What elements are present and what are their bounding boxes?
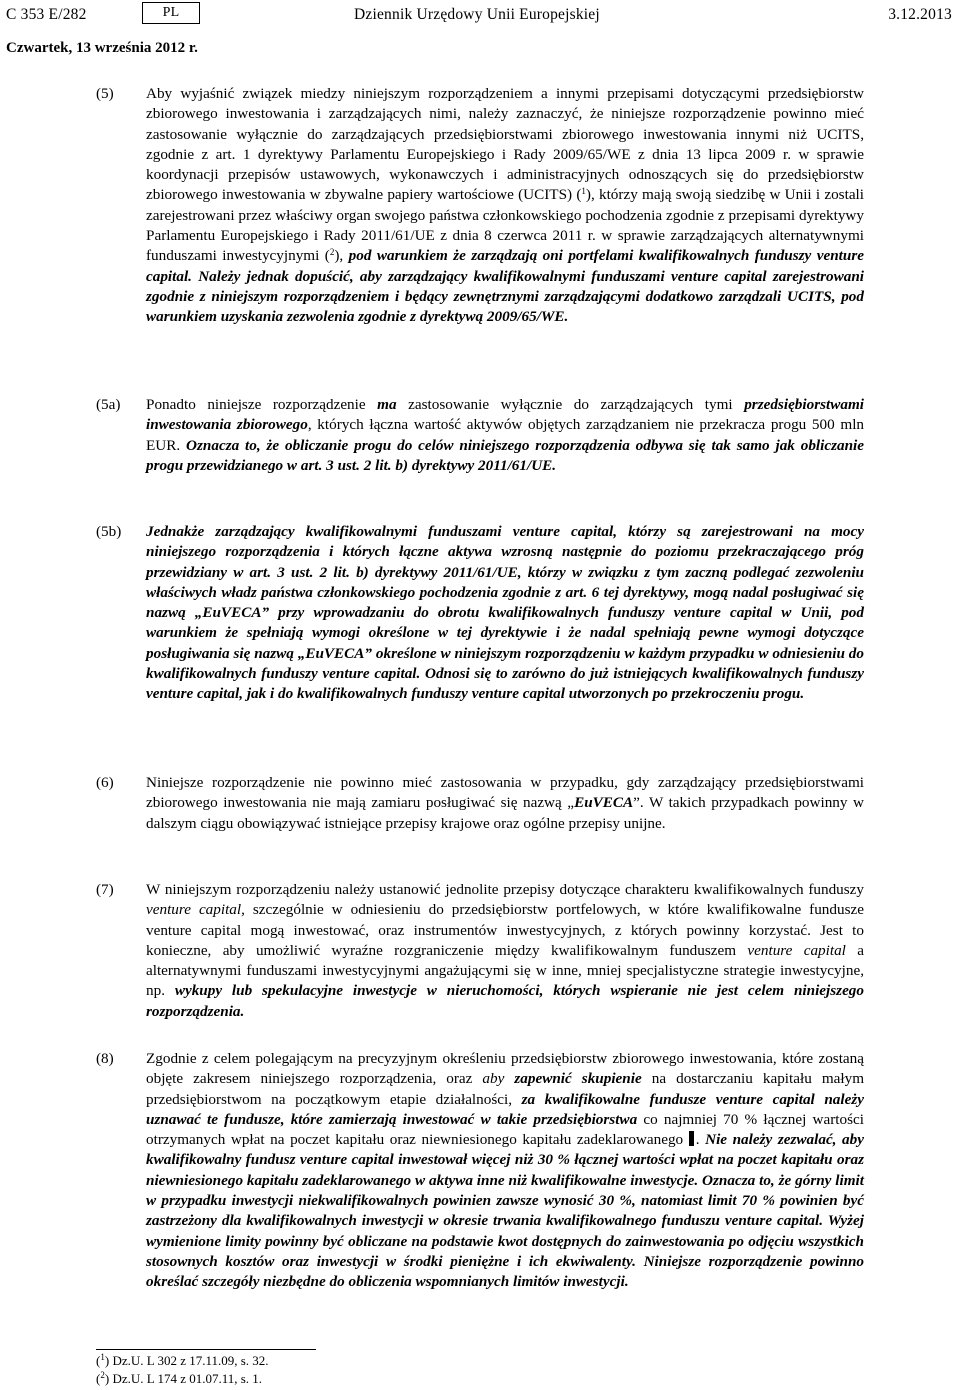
recital-text (146, 395, 864, 476)
amendment-marker (689, 1131, 694, 1146)
recital-number: (5b) (96, 523, 122, 540)
footnote-mark: 1 (100, 1352, 105, 1362)
session-dateline: Czwartek, 13 września 2012 r. (6, 40, 198, 56)
recital-7 (96, 880, 864, 1022)
recital-number: (8) (96, 1050, 114, 1067)
text-run: , szczególnie w odniesieniu do przedsiębiorstw portfelowych, w które kwalifikowalne fundusze venture capital mogą inwestować, oraz instrumentów inwestycyjnych, z których powinny korzystać. Jest to konieczne, aby umożliwić wyraźne rozgraniczenie między kwalifikowalnym funduszem (146, 901, 864, 959)
text-run: , których łączna wartość aktywów objętych zarządzaniem nie przekracza progu 500 mln EUR. (146, 416, 865, 454)
amended-text: wykupy lub spekulacyjne inwestycje w nieruchomości, których wspieranie nie jest celem niniejszego rozporządzenia. (146, 982, 864, 1020)
text-run: Aby wyjaśnić związek miedzy niniejszym rozporządzeniem a innymi przepisami dotyczącymi przedsiębiorstw zbiorowego inwestowania i zarządzających nimi, należy zaznaczyć, że niniejsze rozporządzenie powinno mieć zastosowanie wyłącznie do zarządzających przedsiębiorstwami zbiorowego inwestowania innymi niż UCITS, zgodnie z art. 1 dyrektywy Parlamentu Europejskiego i Rady 2009/65/WE z dnia 13 lipca 2009 r. w sprawie koordynacji przepisów ustawowych, wykonawczych i administracyjnych odnoszących się do przedsiębiorstw zbiorowego inwestowania w zbywalne papiery wartościowe (UCITS) ( (146, 85, 864, 204)
amended-text: Jednakże zarządzający kwalifikowalnymi funduszami venture capital, którzy są zarejestrowani na mocy niniejszego rozporządzenia i których łączne aktywa wzrosną następnie do poziomu przekraczającego próg przewidziany w art. 3 ust. 2 lit. b) dyrektywy 2011/61/UE, którzy w związku z tym zaczną podlegać zezwoleniu właściwych władz państwa członkowskiego pochodzenia zgodnie z art. 6 tej dyrektywy, mogą nadal posługiwać się nazwą „EuVECA” przy wprowadzaniu do obrotu kwalifikowalnych funduszy venture capital w Unii, pod warunkiem że spełniają wymogi określone w tej dyrektywie i że nadal spełniają pewne wymogi dotyczące posługiwania się nazwą „EuVECA” określone w niniejszym rozporządzeniu w każdym przypadku w odniesieniu do kwalifikowalnych funduszy venture capital. Odnosi się to zarówno do już istniejących kwalifikowalnych funduszy venture capital, jak i do kwalifikowalnych funduszy venture capital utworzonych po przekroczeniu progu. (146, 523, 864, 703)
amended-text: ma (377, 396, 397, 413)
recital-6 (96, 773, 864, 834)
text-run: a alternatywnymi funduszami inwestycyjnymi angażującymi się w inne, mniej specjalistyczne strategie inwestycyjne, np. (146, 941, 864, 1000)
text-run: . (695, 1131, 706, 1149)
text-run: Ponadto niniejsze rozporządzenie (146, 396, 378, 413)
text-run: ), którzy mają swoją siedzibę w Unii i zostali zarejestrowani przez właściwy organ swojego państwa członkowskiego pochodzenia zgodnie z przepisami dyrektywy Parlamentu Europejskiego i Rady 2011/61/UE z dnia 8 czerwca 2011 r. w sprawie zarządzających alternatywnymi funduszami inwestycyjnymi ( (146, 186, 864, 265)
amended-text: venture capital (146, 901, 242, 919)
text-run (504, 1070, 514, 1087)
text-run: ), (334, 247, 349, 265)
amended-text: EuVECA (574, 794, 634, 812)
amended-text: zapewnić skupienie (514, 1070, 642, 1088)
amended-text: przedsiębiorstwami inwestowania zbiorowego (146, 396, 865, 434)
recital-5 (96, 84, 864, 328)
recital-text (146, 1049, 864, 1293)
recital-5b (96, 522, 864, 705)
text-run: co najmniej 70 % łącznej wartości otrzymanych wpłat na poczet kapitału oraz niewniesionego kapitału zadeklarowanego (146, 1110, 864, 1149)
publication-date: 3.12.2013 (888, 6, 952, 23)
text-run: ”. W takich przypadkach powinny w dalszym ciągu obowiązywać istniejące przepisy krajowe oraz ogólne przepisy unijne. (146, 794, 864, 832)
recital-text (146, 84, 864, 328)
page-header (6, 2, 952, 28)
footnote-text: Dz.U. L 174 z 01.07.11, s. 1. (112, 1371, 263, 1386)
footnotes (96, 1352, 269, 1388)
recital-8 (96, 1049, 864, 1293)
recital-text (146, 773, 864, 834)
footnote-reference: 1 (581, 186, 586, 197)
recital-5a (96, 395, 864, 476)
amended-text: Oznacza to, że obliczanie progu do celów niniejszego rozporządzenia odbywa się tak samo jak obliczanie progu przewidzianego w art. 3 ust. 2 lit. b) dyrektywy 2011/61/UE. (146, 436, 865, 474)
text-run: zastosowanie wyłącznie do zarządzających tymi (396, 396, 745, 413)
recital-number: (6) (96, 774, 114, 791)
footnote-text: Dz.U. L 302 z 17.11.09, s. 32. (112, 1353, 269, 1368)
text-run: Zgodnie z celem polegającym na precyzyjnym określeniu przedsiębiorstw zbiorowego inwestowania, które zostaną objęte zakresem niniejszego rozporządzenia, oraz (146, 1050, 864, 1088)
amended-text: aby (482, 1070, 505, 1088)
recital-number: (5a) (96, 396, 121, 413)
amended-text: pod warunkiem że zarządzają oni portfelami kwalifikowalnych funduszy venture capital. Należy jednak dopuścić, aby zarządzający kwalifikowalnymi funduszami venture capital zarejestrowani zgodnie z niniejszym rozporządzeniem i będący zewnętrznymi zarządzającymi dodatkowo zarządzali UCITS, pod warunkiem uzyskania zezwolenia zgodnie z dyrektywą 2009/65/WE. (146, 247, 864, 326)
recital-text (146, 880, 864, 1022)
footnote-divider (96, 1349, 316, 1350)
footnote-2: ($^2$) Dz.U. L 174 z 01.07.11, s. 1. (96, 1370, 263, 1386)
amended-text: za kwalifikowalne fundusze venture capital należy uznawać te fundusze, które zamierzają inwestować w takie przedsiębiorstwa (146, 1090, 864, 1128)
recital-number: (5) (96, 85, 114, 102)
language-badge: PL (142, 2, 200, 24)
amended-text: venture capital (747, 941, 846, 959)
footnote-reference: 2 (329, 247, 335, 258)
footnote-mark: 2 (100, 1370, 105, 1380)
footnote-1: ($^1$) Dz.U. L 302 z 17.11.09, s. 32. (96, 1352, 269, 1368)
journal-reference: C 353 E/282 (6, 6, 87, 23)
recital-number: (7) (96, 881, 114, 898)
text-run: W niniejszym rozporządzeniu należy ustanowić jednolite przepisy dotyczące charakteru kwalifikowalnych funduszy (146, 881, 864, 898)
text-run: Niniejsze rozporządzenie nie powinno mieć zastosowania w przypadku, gdy zarządzający przedsiębiorstwami zbiorowego inwestowania nie mają zamiaru posługiwać się nazwą „ (146, 774, 864, 812)
text-run: na dostarczaniu kapitału małym przedsiębiorstwom na początkowym etapie działalności, (146, 1070, 865, 1108)
journal-title: Dziennik Urzędowy Unii Europejskiej (354, 6, 600, 23)
recital-text (146, 522, 864, 705)
amended-text: Nie należy zezwalać, aby kwalifikowalny fundusz venture capital inwestował więcej niż 30 % łącznej wartości wpłat na poczet kapitału oraz niewniesionego kapitału zadeklarowanego w aktywa inne niż kwalifikowalne inwestycje. Oznacza to, że górny limit w przypadku inwestycji niekwalifikowalnych powinien zawsze wynosić 30 %, natomiast limit 70 % powinien być zastrzeżony dla kwalifikowalnych inwestycji w okresie trwania kwalifikowalnego funduszu venture capital. Wyżej wymienione limity powinny być obliczane na podstawie kwot dostępnych do zainwestowania po odjęciu wszystkich stosownych kosztów oraz inwestycji w środki pieniężne i ich ekwiwalenty. Niniejsze rozporządzenie powinno określać szczegóły niezbędne do obliczenia wspomnianych limitów inwestycji. (146, 1131, 864, 1291)
